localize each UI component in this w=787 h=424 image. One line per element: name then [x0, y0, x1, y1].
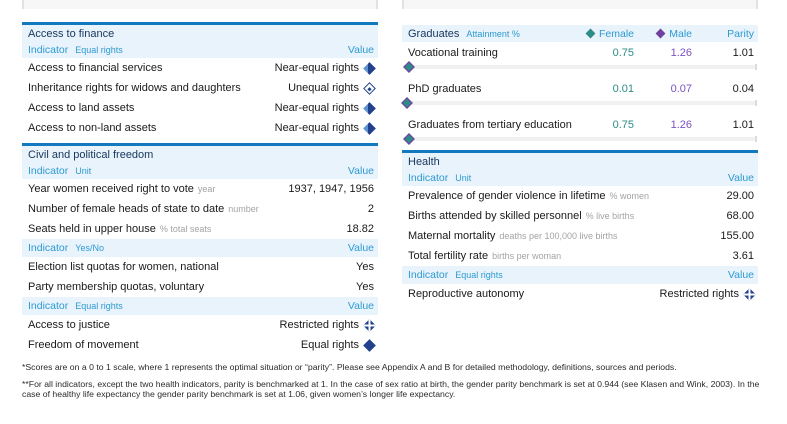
graduates-row-group	[402, 42, 758, 69]
indicator-unit: % total seats	[159, 224, 212, 234]
value-column-header: Value	[347, 165, 374, 177]
indicator-value: Yes	[356, 261, 374, 273]
value-column-header: Value	[727, 269, 754, 281]
male-value: 1.26	[670, 119, 692, 131]
table-row	[22, 98, 378, 118]
table-row	[22, 199, 378, 219]
section-subheader	[22, 239, 378, 257]
table-row	[402, 116, 758, 134]
indicator-value: 3.61	[732, 250, 754, 262]
indicator-column-header: Indicator	[408, 269, 449, 281]
indicator-value: Near-equal rights	[274, 102, 359, 114]
value-column-header: Value	[347, 300, 374, 312]
score-marker-icon	[405, 63, 413, 71]
indicator-value: Equal rights	[300, 339, 359, 351]
near-equal-rights-icon	[363, 102, 376, 115]
indicator-value: Yes	[356, 281, 374, 293]
table-row	[402, 246, 758, 266]
indicator-column-header: Indicator	[408, 172, 449, 184]
indicator-label: Reproductive autonomy	[408, 288, 525, 300]
civil-political-freedom-table	[22, 143, 378, 355]
table-title: Graduates	[408, 27, 460, 40]
indicator-column-header: Indicator	[28, 165, 69, 177]
parity-scale-track	[403, 101, 757, 105]
indicator-label: Inheritance rights for widows and daughters	[28, 82, 241, 94]
indicator-unit: year	[197, 184, 216, 194]
table-row	[22, 58, 378, 78]
table-row	[22, 335, 378, 355]
female-diamond-icon	[586, 29, 596, 39]
indicator-label: Year women received right to vote	[28, 183, 194, 195]
table-row	[22, 78, 378, 98]
access-to-finance-table	[22, 22, 378, 138]
indicator-unit: births per woman	[492, 251, 562, 261]
indicator-type-label: Equal rights	[455, 270, 503, 280]
indicator-type-label: Unit	[455, 173, 472, 183]
indicator-unit: % live births	[585, 211, 635, 221]
indicator-label: Freedom of movement	[28, 339, 139, 351]
indicator-type-label: Equal rights	[75, 45, 123, 55]
table-row	[402, 226, 758, 246]
left-column	[22, 22, 378, 355]
graduates-table	[402, 25, 758, 141]
footnote-scores: *Scores are on a 0 to 1 scale, where 1 represents the optimal situation or “parity”. Please see Appendix A and B for detailed methodology, definitions, sources and periods.	[22, 362, 677, 372]
table-row	[402, 284, 758, 304]
table-header	[22, 146, 378, 179]
indicator-value: Near-equal rights	[274, 122, 359, 134]
indicator-value: 155.00	[720, 230, 754, 242]
table-title: Access to finance	[28, 27, 115, 40]
female-value: 0.75	[612, 119, 634, 131]
value-column-header: Value	[347, 44, 374, 56]
indicator-label: Access to land assets	[28, 102, 135, 114]
indicator-type-label: Yes/No	[75, 243, 104, 253]
parity-scale-track	[403, 65, 757, 69]
indicator-unit: deaths per 100,000 live births	[499, 231, 618, 241]
indicator-column-header: Indicator	[28, 44, 69, 56]
section-subheader	[402, 266, 758, 284]
indicator-label: Prevalence of gender violence in lifetime	[408, 190, 606, 202]
indicator-value: Near-equal rights	[274, 62, 359, 74]
indicator-type-label: Attainment %	[466, 28, 520, 39]
parity-value: 0.04	[732, 83, 754, 95]
indicator-value: 68.00	[726, 210, 754, 222]
indicator-type-label: Equal rights	[75, 301, 123, 311]
indicator-value: 2	[367, 203, 374, 215]
indicator-label: Graduates from tertiary education	[408, 119, 572, 131]
indicator-value: 1937, 1947, 1956	[288, 183, 374, 195]
table-row	[22, 257, 378, 277]
table-row	[402, 206, 758, 226]
unequal-rights-icon	[363, 82, 376, 95]
female-value: 0.01	[612, 83, 634, 95]
health-table	[402, 150, 758, 304]
graduates-row-group	[402, 114, 758, 141]
equal-rights-icon	[363, 339, 376, 352]
female-column-header: Female	[574, 28, 634, 40]
parity-scale-track	[403, 137, 757, 141]
section-subheader	[22, 297, 378, 315]
table-row	[402, 44, 758, 62]
table-row	[22, 315, 378, 335]
male-diamond-icon	[656, 29, 666, 39]
indicator-column-header: Indicator	[28, 242, 69, 254]
table-row	[402, 80, 758, 98]
table-row	[22, 118, 378, 138]
indicator-value: 29.00	[726, 190, 754, 202]
parity-value: 1.01	[732, 47, 754, 59]
male-column-header: Male	[634, 28, 692, 40]
score-marker-icon	[405, 135, 413, 143]
footnotes	[22, 362, 770, 400]
indicator-value: Unequal rights	[288, 82, 359, 94]
male-value: 0.07	[670, 83, 692, 95]
right-column	[402, 25, 758, 304]
table-row	[22, 179, 378, 199]
near-equal-rights-icon	[363, 62, 376, 75]
indicator-type-label: Unit	[75, 166, 92, 176]
table-row	[22, 219, 378, 239]
indicator-label: Access to financial services	[28, 62, 163, 74]
indicator-value: Restricted rights	[659, 288, 739, 300]
table-header	[402, 25, 758, 42]
graduates-row-group	[402, 78, 758, 105]
table-header	[22, 25, 378, 58]
restricted-rights-icon	[363, 319, 376, 332]
indicator-label: Total fertility rate	[408, 250, 489, 262]
indicator-unit: number	[228, 204, 259, 214]
parity-column-header: Parity	[727, 27, 754, 40]
cropped-table-remnant-right	[402, 0, 758, 9]
table-header	[402, 153, 758, 186]
restricted-rights-icon	[743, 288, 756, 301]
indicator-label: Access to justice	[28, 319, 110, 331]
indicator-value: Restricted rights	[279, 319, 359, 331]
footnote-benchmarks: **For all indicators, except the two health indicators, parity is benchmarked at 1. In the case of sex ratio at birth, the gender parity benchmark is set at 0.944 (see Klasen and Wink, 2003). In the case of healthy life expectancy the gender parity benchmark is set at 1.06, given women’s longer life expectancy.	[22, 378, 760, 399]
indicator-label: Access to non-land assets	[28, 122, 157, 134]
female-value: 0.75	[612, 47, 634, 59]
indicator-label: Vocational training	[408, 47, 498, 59]
indicator-label: Births attended by skilled personnel	[408, 210, 582, 222]
indicator-label: Number of female heads of state to date	[28, 203, 225, 215]
table-row	[402, 186, 758, 206]
parity-value: 1.01	[732, 119, 754, 131]
value-column-header: Value	[347, 242, 374, 254]
indicator-label: Election list quotas for women, national	[28, 261, 219, 273]
indicator-value: 18.82	[346, 223, 374, 235]
indicator-unit: % women	[609, 191, 650, 201]
table-title: Health	[408, 155, 440, 168]
indicator-label: Party membership quotas, voluntary	[28, 281, 205, 293]
table-title: Civil and political freedom	[28, 148, 154, 161]
score-marker-icon	[403, 99, 411, 107]
indicator-label: PhD graduates	[408, 83, 482, 95]
near-equal-rights-icon	[363, 122, 376, 135]
indicator-label: Maternal mortality	[408, 230, 496, 242]
indicator-label: Seats held in upper house	[28, 223, 156, 235]
cropped-table-remnant-left	[22, 0, 378, 9]
male-value: 1.26	[670, 47, 692, 59]
value-column-header: Value	[727, 172, 754, 184]
table-row	[22, 277, 378, 297]
indicator-column-header: Indicator	[28, 300, 69, 312]
